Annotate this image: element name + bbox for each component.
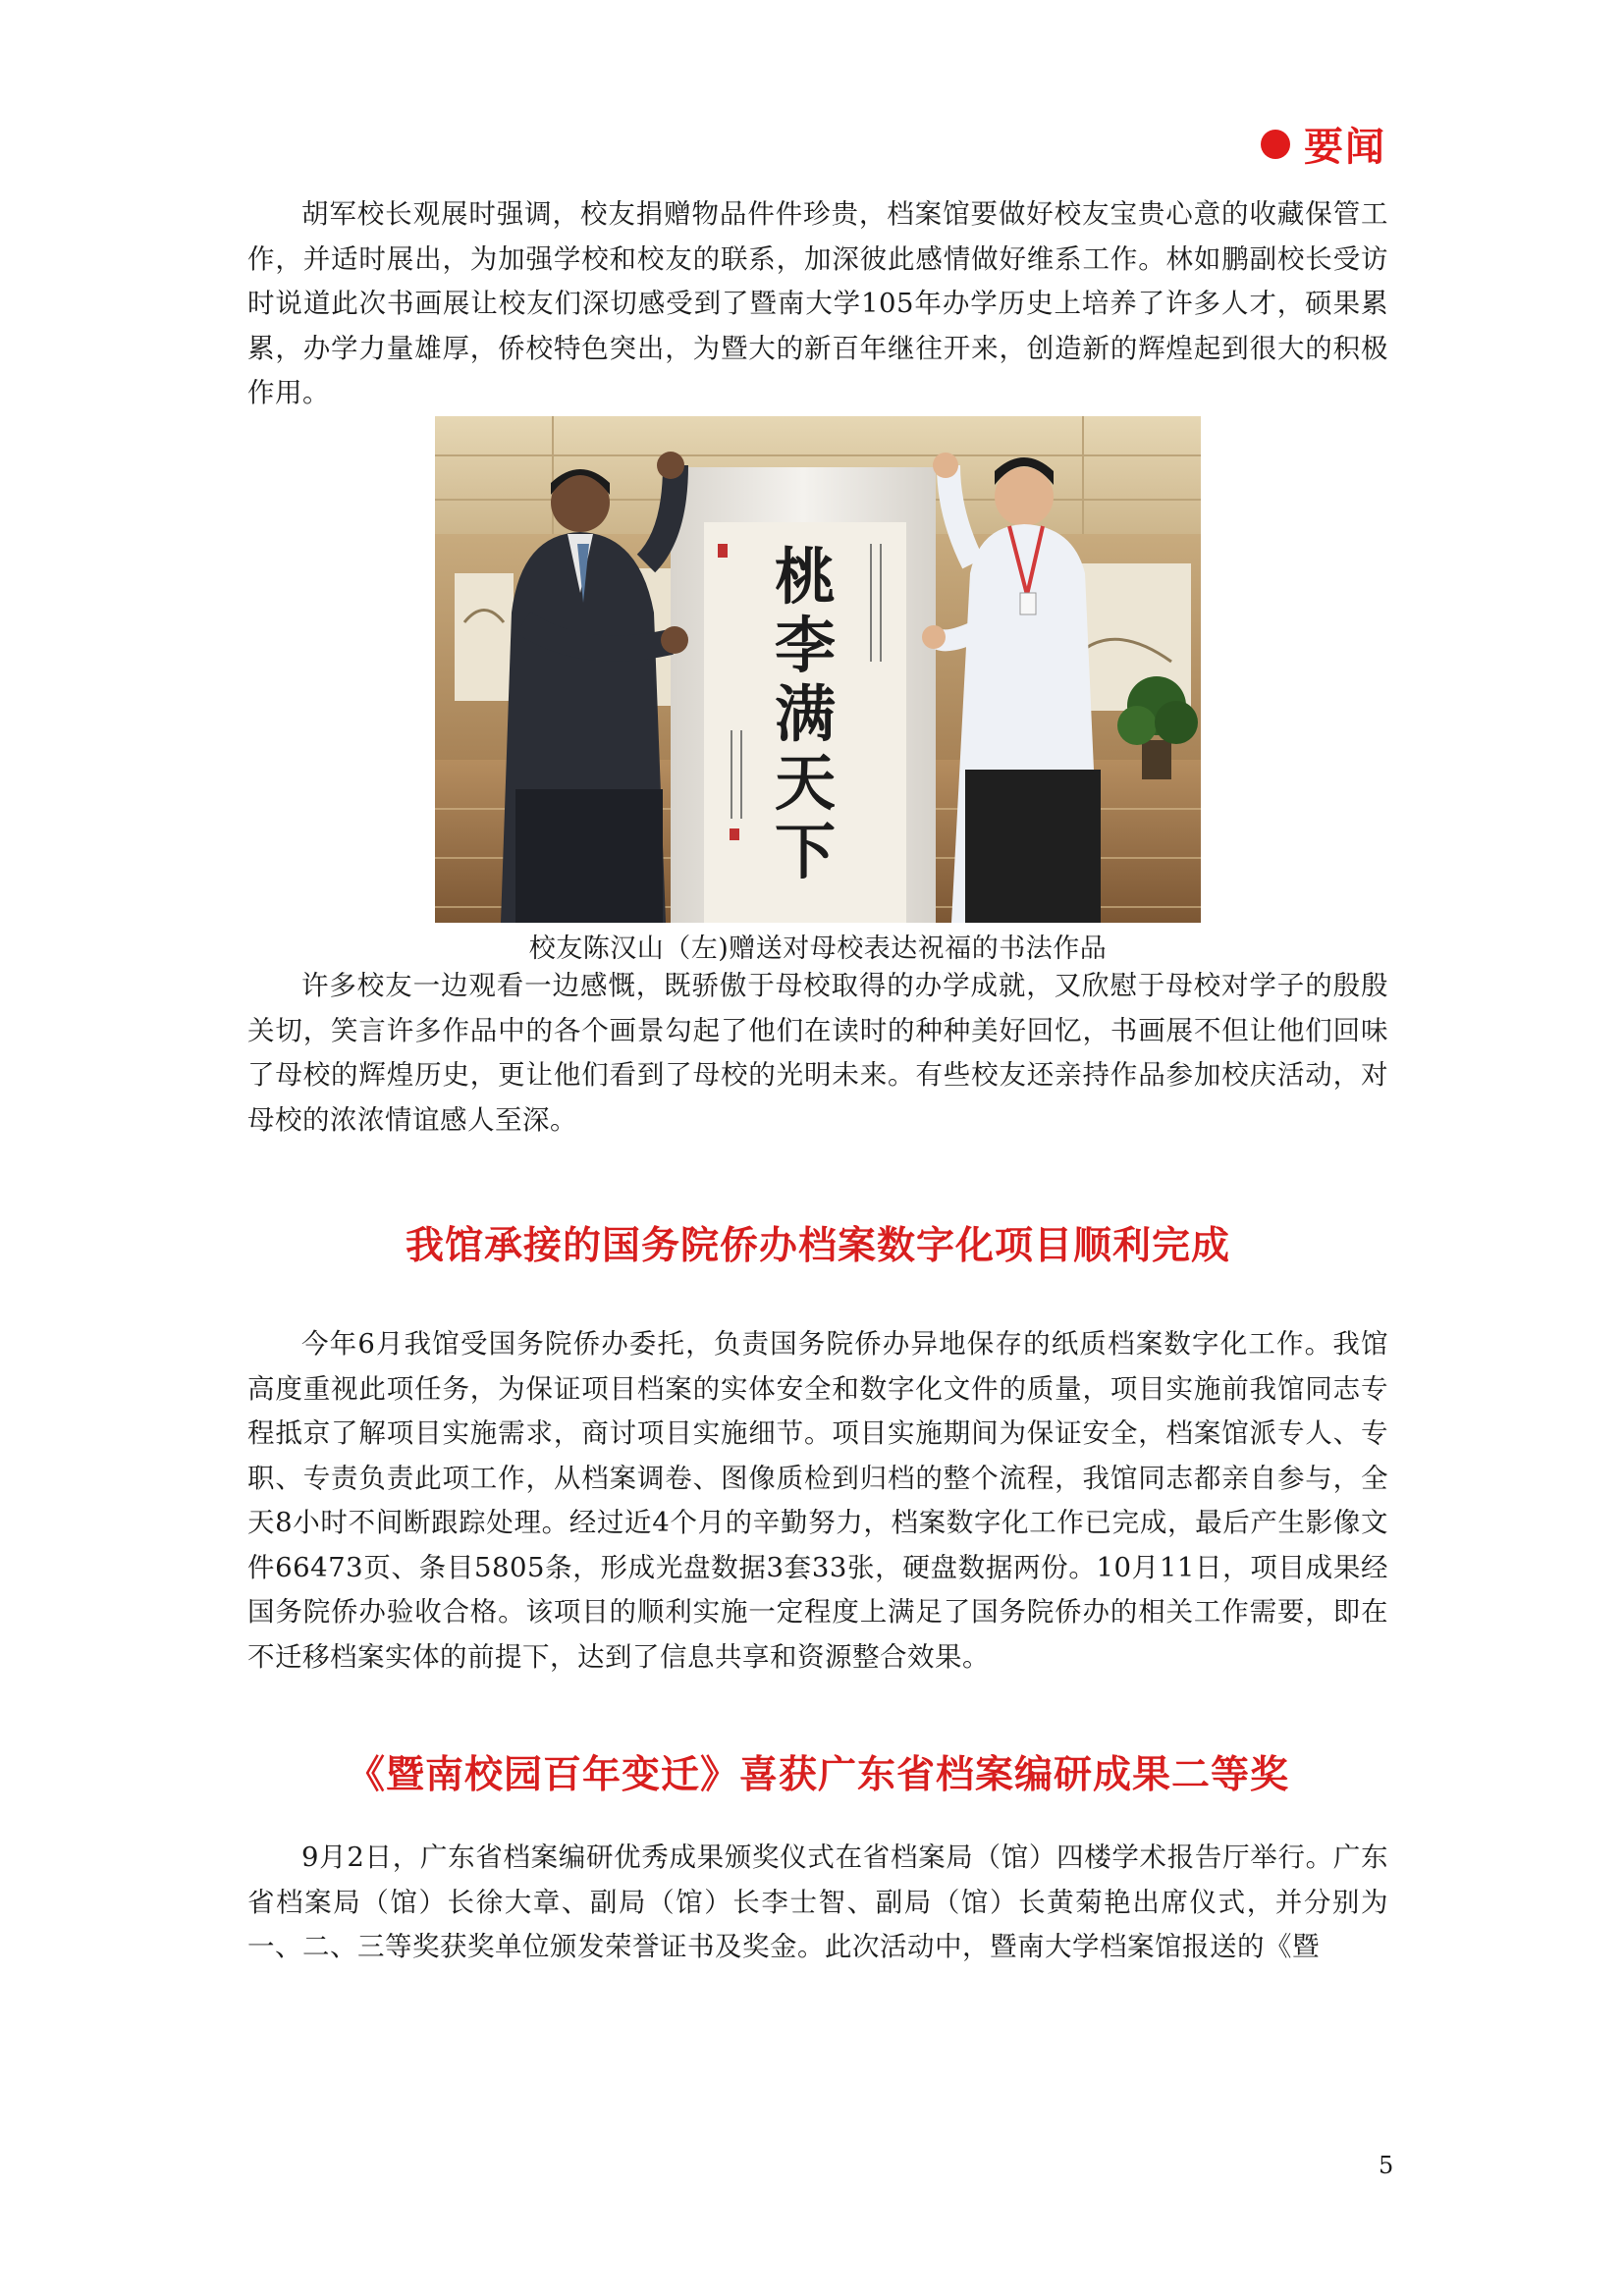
page-number: 5 bbox=[1379, 2152, 1394, 2179]
photo-caption: 校友陈汉山（左)赠送对母校表达祝福的书法作品 bbox=[528, 934, 1108, 964]
scroll-char-1: 桃 bbox=[774, 541, 837, 613]
article2-paragraph: 今年6月我馆受国务院侨办委托，负责国务院侨办异地保存的纸质档案数字化工作。我馆高度重视此项任务，为保证项目档案的实体安全和数字化文件的质量，项目实施前我馆同志专程抵京了解项目实施需求，商讨项目实施细节。项目实施期间为保证安全，档案馆派专人、专职、专责负责此项工作，从档案调卷、图像质检到归档的整个流程，我馆同志都亲自参与，全天8小时不间断跟踪处理。经过近4个月的辛勤努力，档案数字化工作已完成，最后产生影像文件66473页、条目5805条，形成光盘数据3套33张，硬盘数据两份。10月11日，项目成果经国务院侨办验收合格。该项目的顺利实施一定程度上满足了国务院侨办的相关工作需要，即在不迁移档案实体的前提下，达到了信息共享和资源整合效果。 bbox=[247, 1328, 1388, 1673]
section-label: 要闻 bbox=[1304, 125, 1386, 170]
section-tag bbox=[1261, 116, 1386, 172]
article3-paragraph: 9月2日，广东省档案编研优秀成果颁奖仪式在省档案局（馆）四楼学术报告厅举行。广东省档案局（馆）长徐大章、副局（馆）长李士智、副局（馆）长黄菊艳出席仪式，并分别为一、二、三等奖获奖单位颁发荣誉证书及奖金。此次活动中，暨南大学档案馆报送的《暨 bbox=[247, 1842, 1388, 1962]
article1-paragraph1: 胡军校长观展时强调，校友捐赠物品件件珍贵，档案馆要做好校友宝贵心意的收藏保管工作，并适时展出，为加强学校和校友的联系，加深彼此感情做好维系工作。林如鹏副校长受访时说道此次书画展让校友们深切感受到了暨南大学105年办学历史上培养了许多人才，硕果累累，办学力量雄厚，侨校特色突出，为暨大的新百年继往开来，创造新的辉煌起到很大的积极作用。 bbox=[247, 198, 1388, 408]
scroll-char-3: 满 bbox=[774, 678, 837, 750]
scroll-char-5: 下 bbox=[774, 816, 837, 887]
article2-title: 我馆承接的国务院侨办档案数字化项目顺利完成 bbox=[405, 1224, 1230, 1268]
bullet-dot-icon bbox=[1261, 130, 1290, 159]
article3-title: 《暨南校园百年变迁》喜获广东省档案编研成果二等奖 bbox=[346, 1753, 1289, 1797]
calligraphy-photo bbox=[435, 416, 1201, 923]
article1-paragraph2: 许多校友一边观看一边感慨，既骄傲于母校取得的办学成就，又欣慰于母校对学子的殷殷关切，笑言许多作品中的各个画景勾起了他们在读时的种种美好回忆，书画展不但让他们回味了母校的辉煌历史，更让他们看到了母校的光明未来。有些校友还亲持作品参加校庆活动，对母校的浓浓情谊感人至深。 bbox=[247, 970, 1388, 1136]
scroll-char-2: 李 bbox=[774, 610, 837, 681]
scroll-char-4: 天 bbox=[774, 747, 837, 819]
